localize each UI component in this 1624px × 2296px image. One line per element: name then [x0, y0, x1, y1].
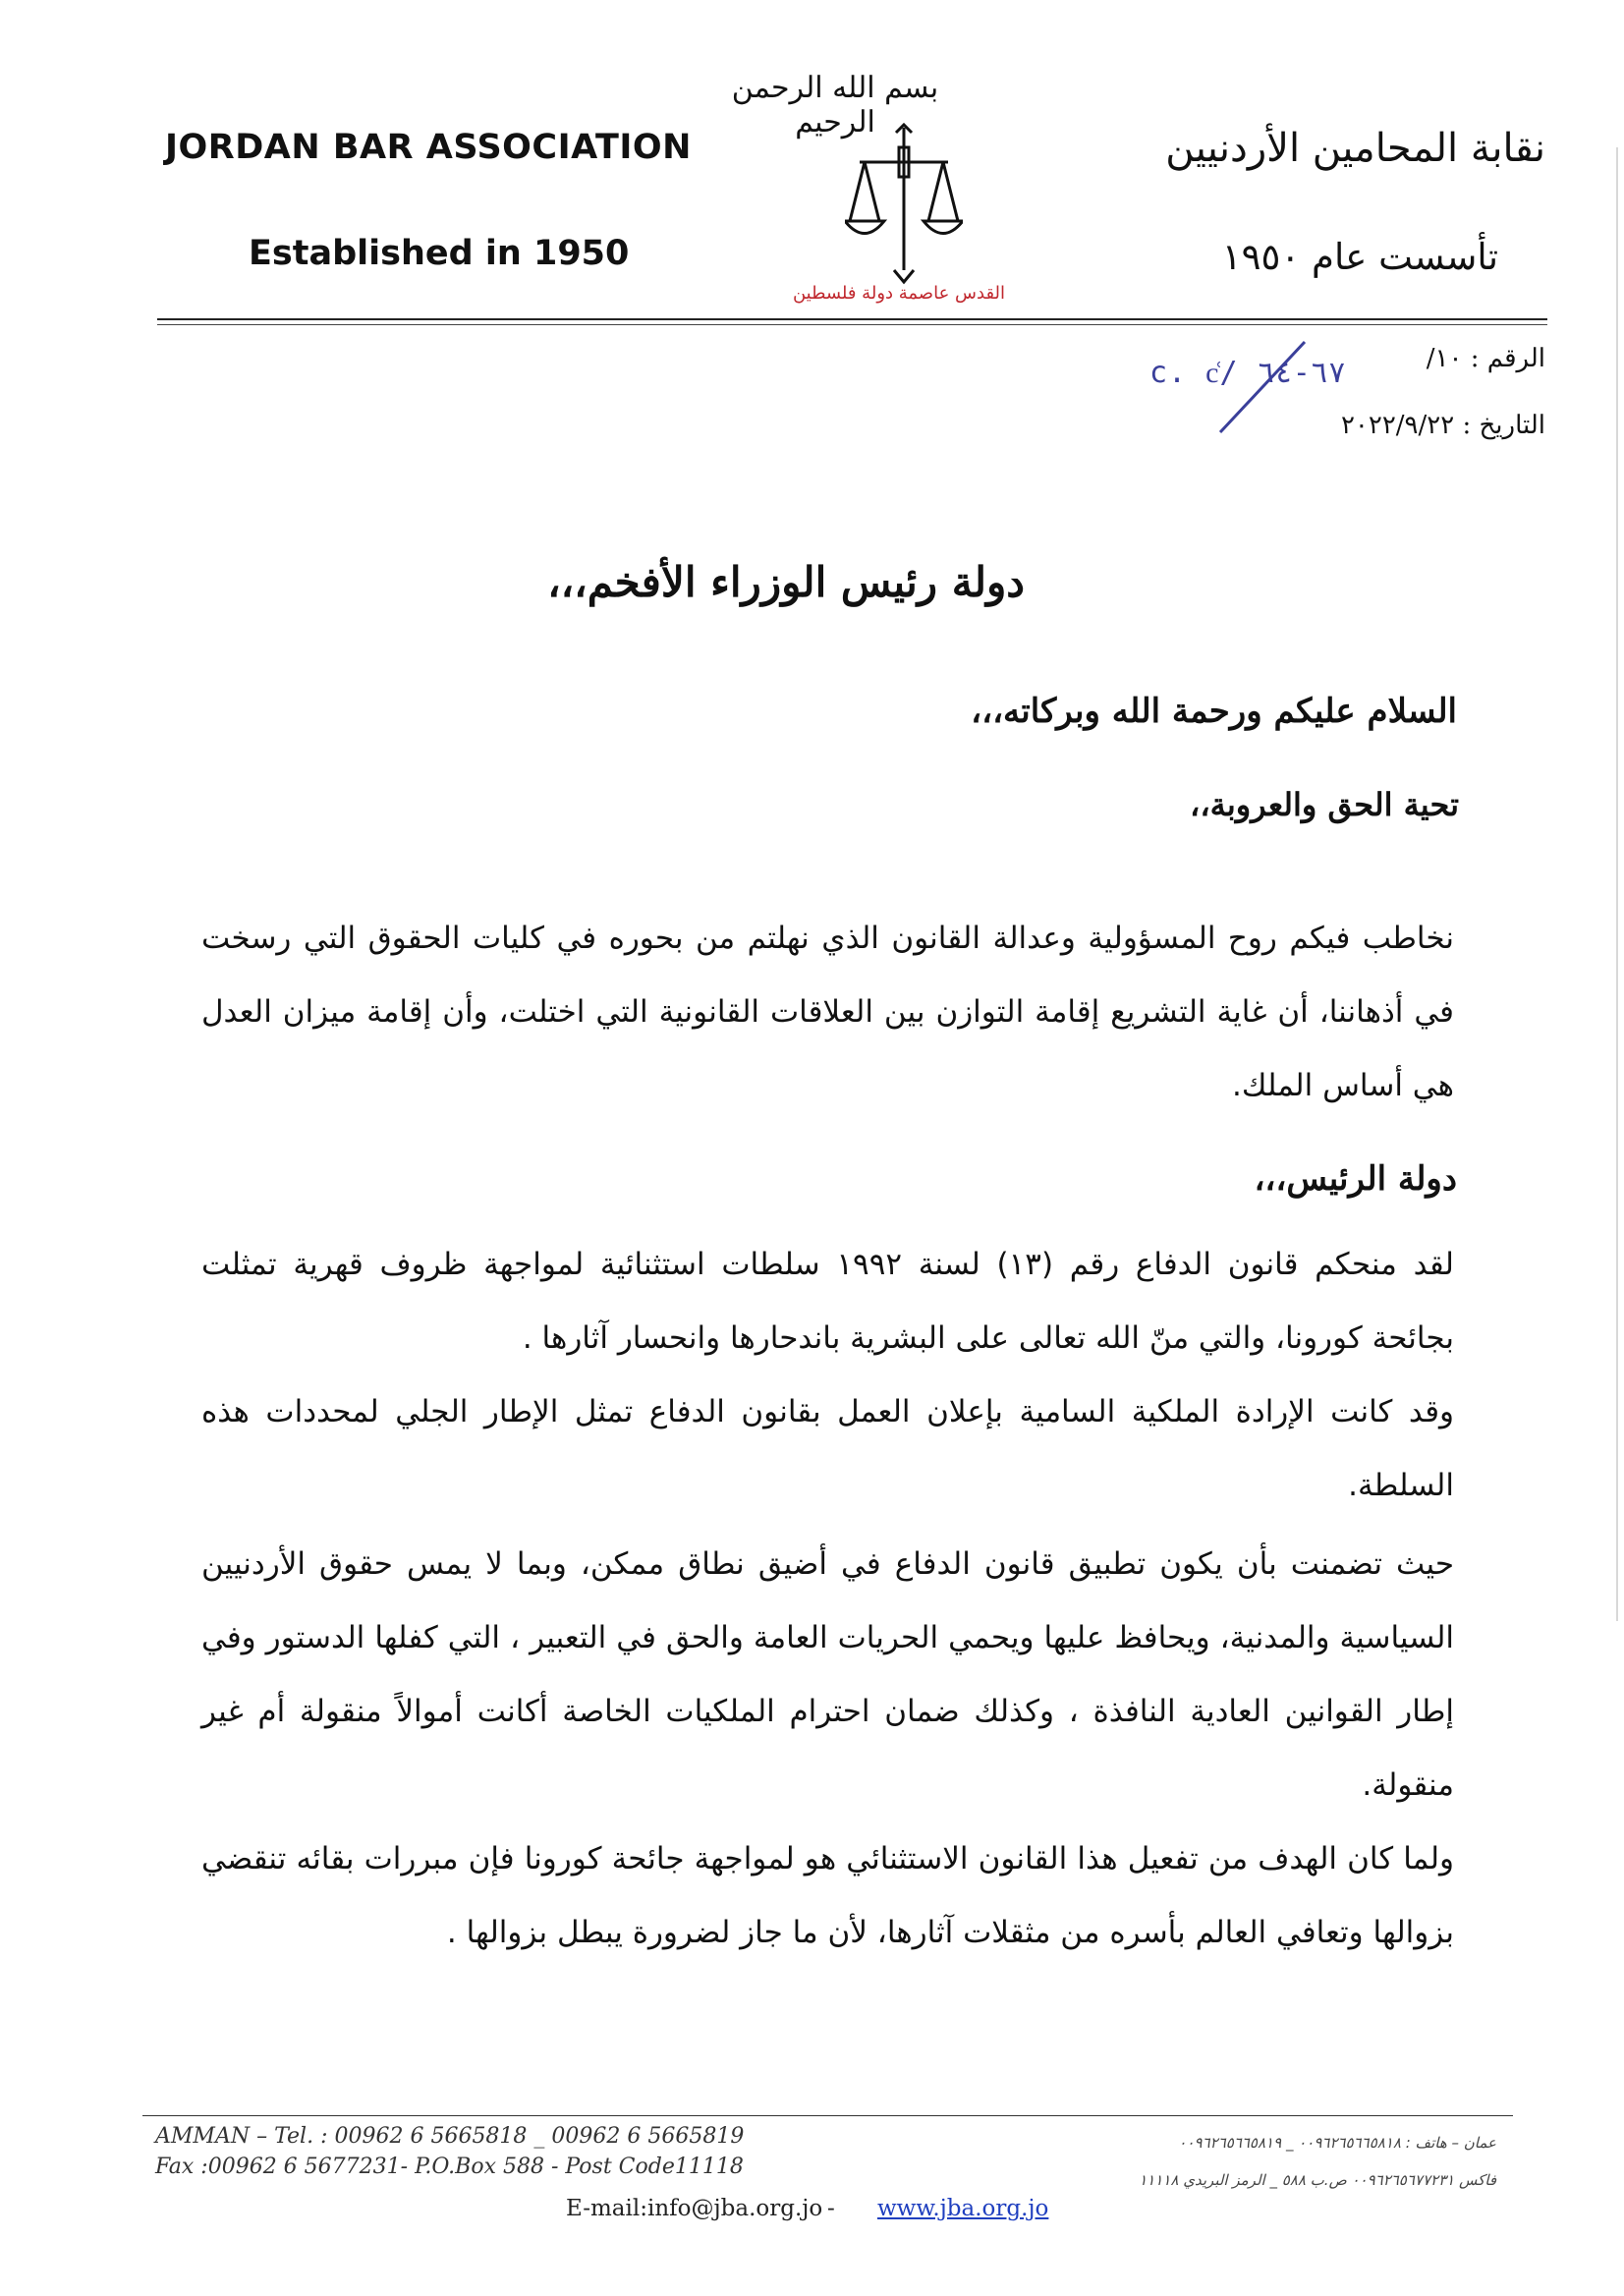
paragraph-1: نخاطب فيكم روح المسؤولية وعدالة القانون الذي نهلتم من بحوره في كليات الحقوق التي رسخت في أذهاننا، أن غاية التشريع إقامة التوازن بين العلاقات القانونية التي اختلت، وأن إقامة ميزان العدل هي أساس الملك. — [201, 921, 1454, 1103]
footer-website-link[interactable]: www.jba.org.jo — [877, 2196, 1049, 2221]
footer-contact-en-phone: AMMAN – Tel. : 00962 6 5665818 _ 00962 6 5665819 — [155, 2124, 745, 2149]
salutation: تحية الحق والعروبة،، — [1190, 786, 1459, 823]
section-heading: دولة الرئيس،،، — [1254, 1159, 1457, 1199]
paragraph-5: ولما كان الهدف من تفعيل هذا القانون الاستثنائي هو لمواجهة جائحة كورونا فإن مبررات بقائه تنقضي بزوالها وتعافي العالم بأسره من مثقلات آثارها، لأن ما جاز لضرورة يبطل بزوالها . — [201, 1841, 1454, 1950]
handwritten-slash-mark — [1208, 334, 1316, 442]
association-name-ar: نقابة المحامين الأردنيين — [1165, 126, 1545, 171]
footer-contact-en-fax: Fax :00962 6 5677231- P.O.Box 588 - Post Code11118 — [155, 2155, 744, 2179]
paragraph-2: لقد منحكم قانون الدفاع رقم (١٣) لسنة ١٩٩٢ سلطات استثنائية لمواجهة ظروف قهرية تمثلت بجائحة كورونا، والتي منّ الله تعالى على البشرية باندحارها وانحسار آثارها . — [201, 1247, 1454, 1356]
association-name-en: JORDAN BAR ASSOCIATION — [165, 128, 692, 167]
established-en: Established in 1950 — [249, 234, 630, 273]
established-ar: تأسست عام ١٩٥٠ — [1221, 236, 1498, 278]
footer-divider — [142, 2115, 1513, 2116]
paragraph-4: حيث تضمنت بأن يكون تطبيق قانون الدفاع في أضيق نطاق ممكن، وبما لا يمس حقوق الأردنيين السياسية والمدنية، ويحافظ عليها ويحمي الحريات العامة والحق في التعبير ، التي كفلها الدستور وفي إطار القوانين العادية النافذة ، وكذلك ضمان احترام الملكيات الخاصة أكانت أموالاً منقولة أم غير منقولة. — [201, 1546, 1454, 1803]
header-divider — [157, 318, 1547, 320]
footer-contact-ar-phone: عمان – هاتف : ٠٠٩٦٢٦٥٦٦٥٨١٨ _ ٠٠٩٦٢٦٥٦٦٥٨١٩ — [1178, 2134, 1496, 2152]
quds-slogan: القدس عاصمة دولة فلسطين — [792, 283, 1006, 304]
scales-of-justice-icon — [845, 123, 963, 285]
footer-email: E-mail:info@jba.org.jo — [566, 2196, 823, 2221]
letter-date: التاريخ : ٢٠٢٢/٩/٢٢ — [1340, 411, 1545, 440]
header-divider-thin — [157, 324, 1547, 325]
footer-contact-ar-fax: فاكس ٠٠٩٦٢٦٥٦٧٧٢٣١ ص.ب ٥٨٨ _ الرمز البريدي ١١١١٨ — [1139, 2171, 1496, 2189]
greeting: السلام عليكم ورحمة الله وبركاته،،، — [971, 692, 1457, 731]
footer-separator: - — [827, 2196, 835, 2221]
handwritten-reference: c. c͑/ ٦٧-٦٤ — [1149, 356, 1346, 390]
scan-edge-line — [1616, 147, 1618, 1621]
paragraph-3: وقد كانت الإرادة الملكية السامية بإعلان العمل بقانون الدفاع تمثل الإطار الجلي لمحددات هذه السلطة. — [201, 1394, 1454, 1503]
reference-number: الرقم : ١٠/ — [1426, 344, 1545, 373]
addressee: دولة رئيس الوزراء الأفخم،،، — [547, 558, 1025, 606]
basmala: بسم الله الرحمن الرحيم — [731, 71, 939, 140]
